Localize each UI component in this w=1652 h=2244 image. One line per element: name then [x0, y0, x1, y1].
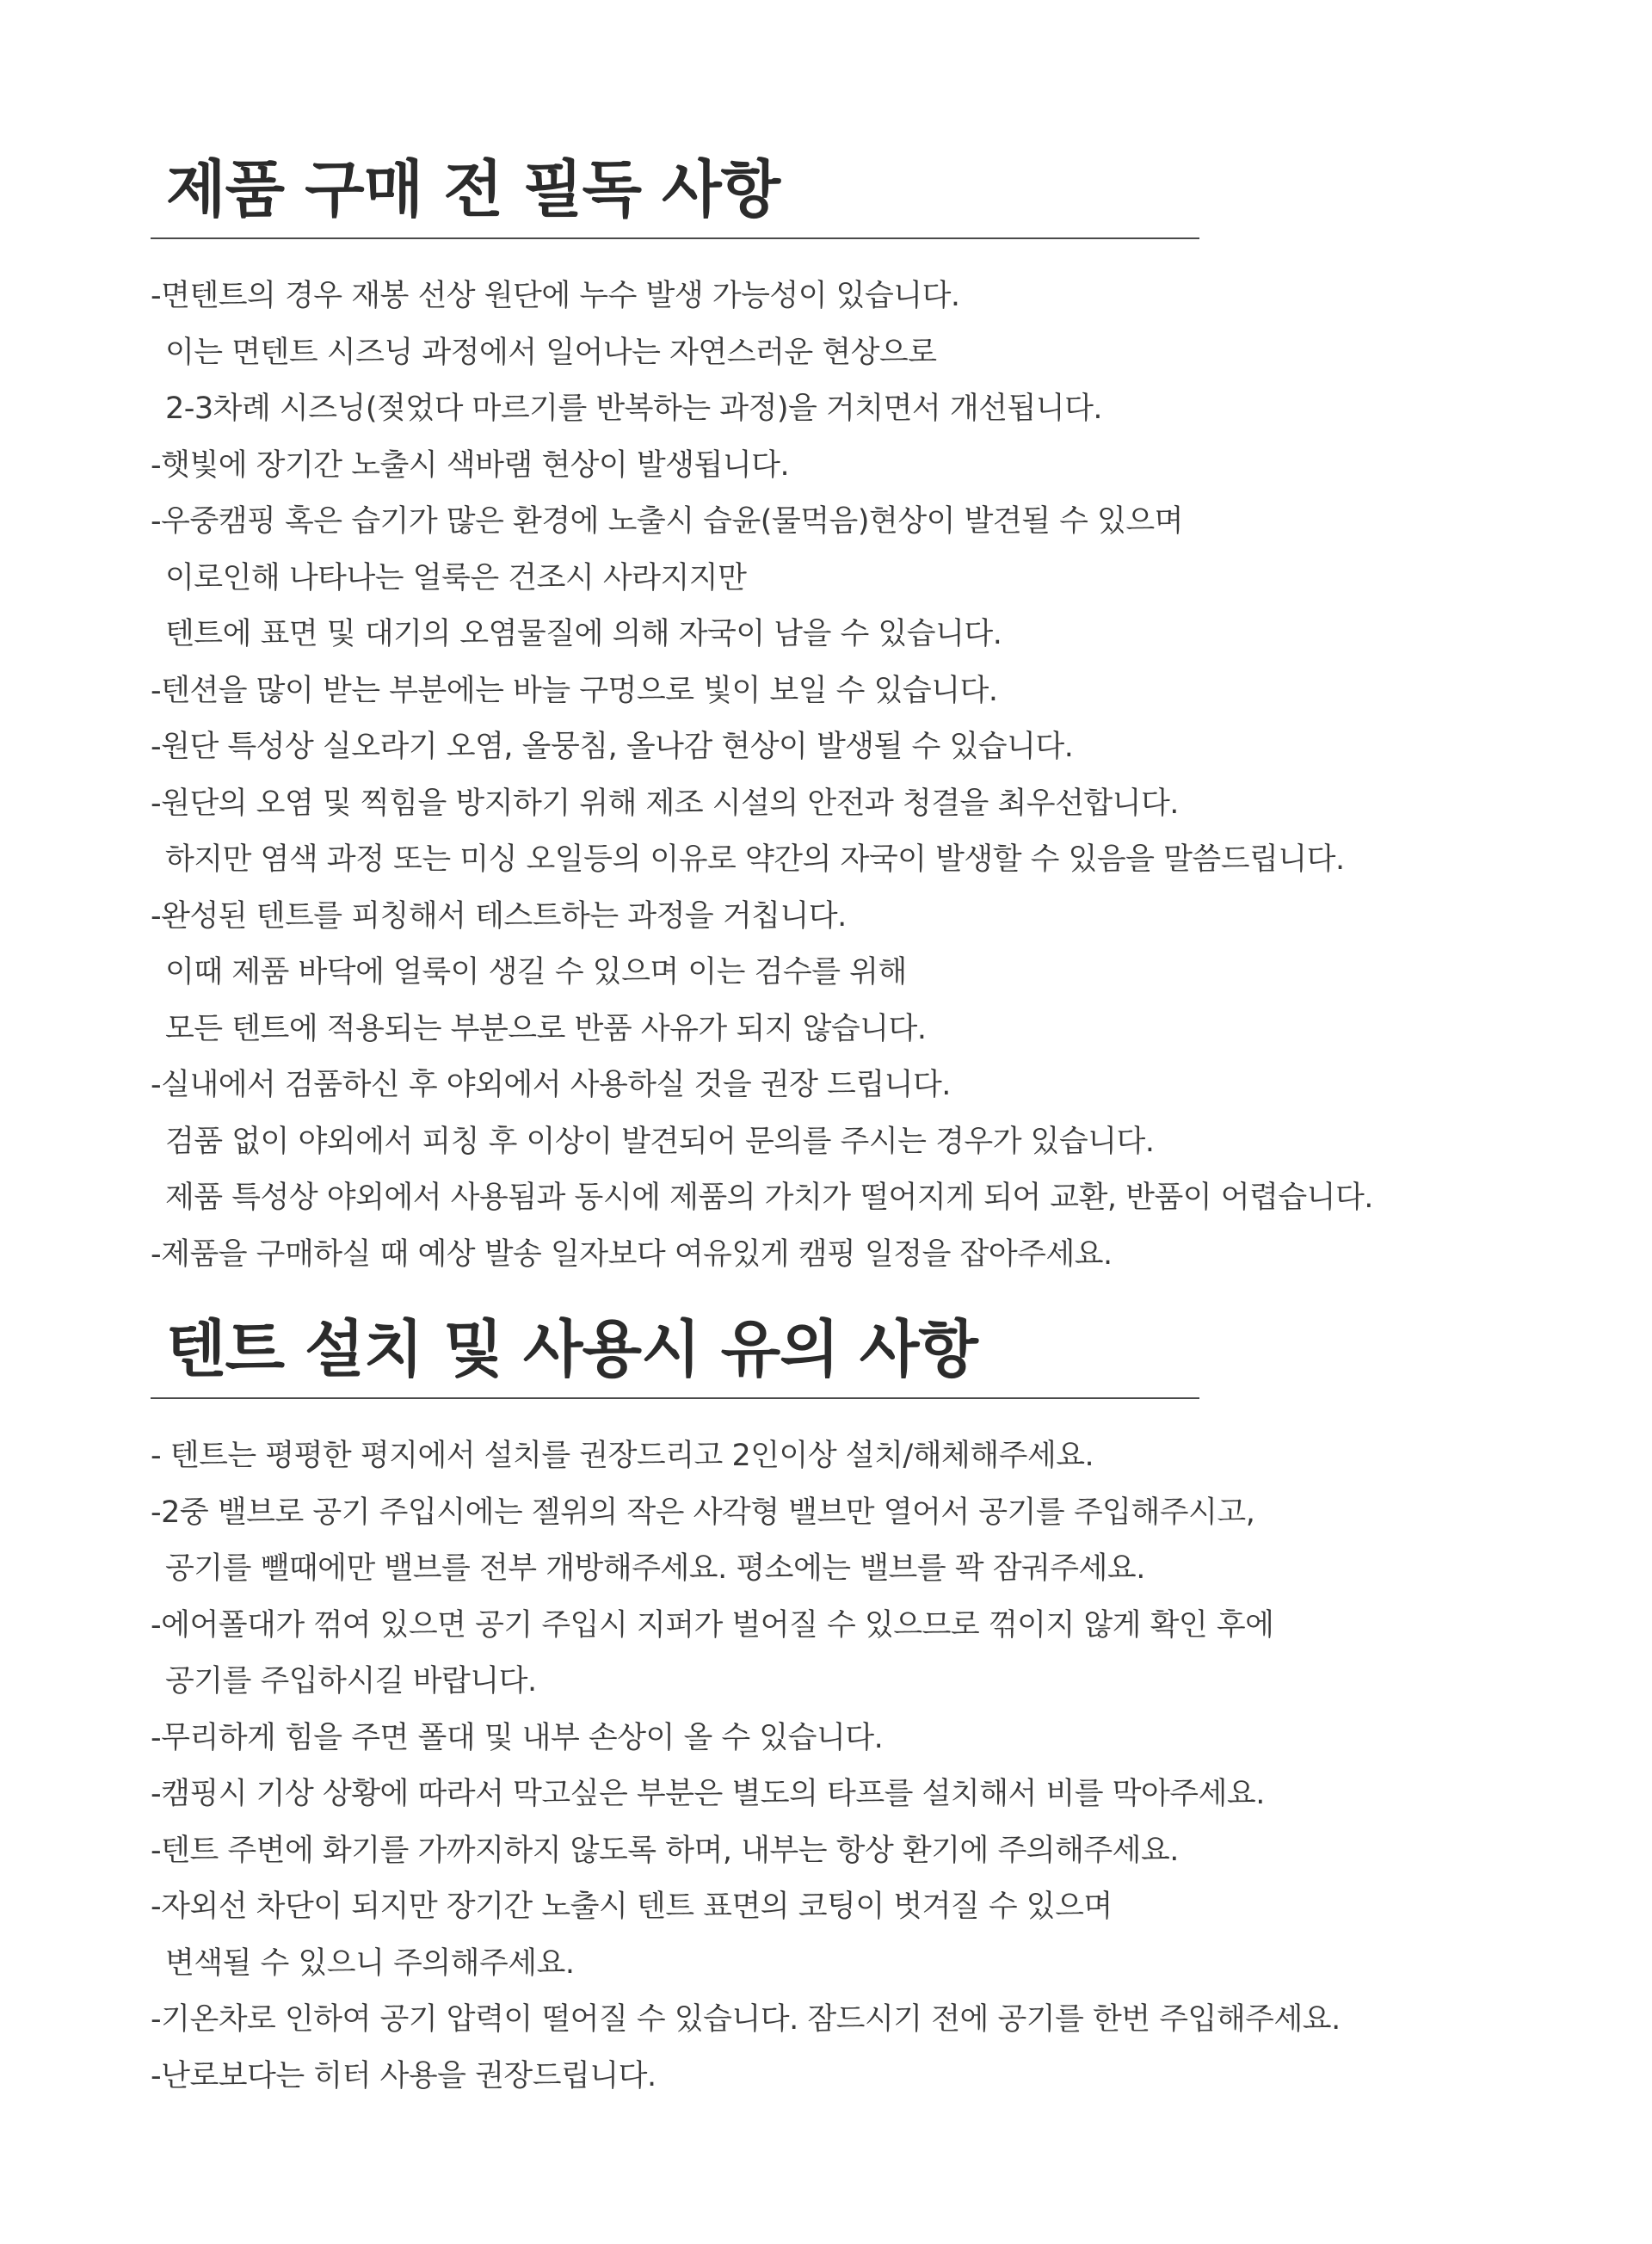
notice-line: -완성된 텐트를 피칭해서 테스트하는 과정을 거칩니다.: [151, 898, 847, 934]
notice-line: -텐션을 많이 받는 부분에는 바늘 구멍으로 빛이 보일 수 있습니다.: [151, 673, 998, 708]
notice-line: -2중 밸브로 공기 주입시에는 젤위의 작은 사각형 밸브만 열어서 공기를 주입해주시고,: [151, 1495, 1255, 1530]
notice-line: -난로보다는 히터 사용을 권장드립니다.: [151, 2058, 656, 2093]
notice-line: -무리하게 힘을 주면 폴대 및 내부 손상이 올 수 있습니다.: [151, 1720, 884, 1755]
notice-line: -제품을 구매하실 때 예상 발송 일자보다 여유있게 캠핑 일정을 잡아주세요.: [151, 1236, 1113, 1272]
notice-line-continuation: 이로인해 나타나는 얼룩은 건조시 사라지지만: [165, 560, 747, 595]
notice-line-continuation: 2-3차례 시즈닝(젖었다 마르기를 반복하는 과정)을 거치면서 개선됩니다.: [165, 391, 1103, 426]
notice-line: -햇빛에 장기간 노출시 색바램 현상이 발생됩니다.: [151, 447, 790, 483]
notice-line: -자외선 차단이 되지만 장기간 노출시 텐트 표면의 코팅이 벗겨질 수 있으며: [151, 1890, 1113, 1924]
notice-line-continuation: 텐트에 표면 및 대기의 오염물질에 의해 자국이 남을 수 있습니다.: [165, 617, 1002, 651]
heading-divider: [151, 1397, 1199, 1399]
notice-line: -캠핑시 기상 상황에 따라서 막고싶은 부분은 별도의 타프를 설치해서 비를 막아주세요.: [151, 1777, 1265, 1811]
notice-line: - 텐트는 평평한 평지에서 설치를 권장드리고 2인이상 설치/해체해주세요.: [151, 1439, 1094, 1473]
notice-line-continuation: 이때 제품 바닥에 얼룩이 생길 수 있으며 이는 검수를 위해: [165, 955, 907, 989]
notice-line-continuation: 제품 특성상 야외에서 사용됨과 동시에 제품의 가치가 떨어지게 되어 교환, 반품이 어렵습니다.: [165, 1181, 1373, 1215]
notice-line: -텐트 주변에 화기를 가까지하지 않도록 하며, 내부는 항상 환기에 주의해주세요.: [151, 1833, 1179, 1868]
notice-line: -우중캠핑 혹은 습기가 많은 환경에 노출시 습윤(물먹음)현상이 발견될 수 있으며: [151, 504, 1183, 539]
notice-line-continuation: 이는 면텐트 시즈닝 과정에서 일어나는 자연스러운 현상으로: [165, 335, 937, 370]
notice-line: -에어폴대가 꺾여 있으면 공기 주입시 지퍼가 벌어질 수 있으므로 꺾이지 않게 확인 후에: [151, 1607, 1274, 1643]
notice-list: [151, 268, 1562, 1283]
notice-line-continuation: 변색될 수 있으니 주의해주세요.: [165, 1945, 575, 1981]
notice-line: -원단의 오염 및 찍힘을 방지하기 위해 제조 시설의 안전과 청결을 최우선합니다.: [151, 786, 1179, 821]
notice-line: -원단 특성상 실오라기 오염, 올뭉침, 올나감 현상이 발생될 수 있습니다.: [151, 730, 1074, 764]
pre-purchase-notice-section: [151, 146, 1562, 1283]
notice-line-continuation: 공기를 뺄때에만 밸브를 전부 개방해주세요. 평소에는 밸브를 꽉 잠궈주세요.: [165, 1551, 1145, 1586]
installation-caution-section: [151, 1306, 1562, 2105]
notice-line-continuation: 검품 없이 야외에서 피칭 후 이상이 발견되어 문의를 주시는 경우가 있습니다.: [165, 1124, 1155, 1159]
section-heading: 텐트 설치 및 사용시 유의 사항: [166, 1313, 977, 1385]
notice-line: -면텐트의 경우 재봉 선상 원단에 누수 발생 가능성이 있습니다.: [151, 279, 960, 313]
heading-divider: [151, 237, 1199, 239]
section-heading: 제품 구매 전 필독 사항: [166, 153, 780, 225]
notice-line-continuation: 모든 텐트에 적용되는 부분으로 반품 사유가 되지 않습니다.: [165, 1011, 927, 1046]
notice-line-continuation: 하지만 염색 과정 또는 미싱 오일등의 이유로 약간의 자국이 발생할 수 있음을 말씀드립니다.: [165, 842, 1345, 877]
notice-line: -기온차로 인하여 공기 압력이 떨어질 수 있습니다. 잠드시기 전에 공기를 한번 주입해주세요.: [151, 2002, 1341, 2037]
notice-line: -실내에서 검품하신 후 야외에서 사용하실 것을 권장 드립니다.: [151, 1068, 951, 1102]
notice-line-continuation: 공기를 주입하시길 바랍니다.: [165, 1664, 537, 1698]
notice-list: [151, 1428, 1562, 2105]
